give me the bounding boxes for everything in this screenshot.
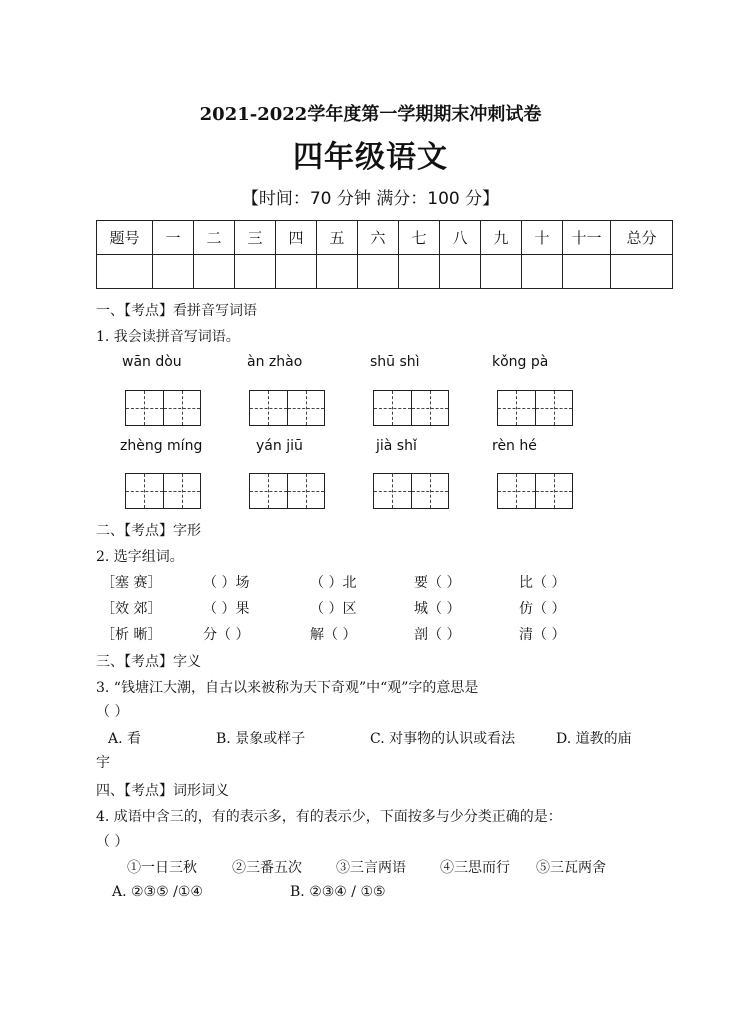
writing-grid[interactable] (497, 390, 573, 426)
table-header-cell: 五 (317, 221, 358, 255)
table-header-cell: 六 (358, 221, 399, 255)
writing-grid[interactable] (249, 473, 325, 509)
pinyin-label: yán jiū (256, 438, 303, 454)
word-blank[interactable]: 要（ ） (414, 575, 461, 591)
question-1: 1. 我会读拼音写词语。 (96, 329, 240, 345)
table-header-cell: 题号 (97, 221, 153, 255)
pinyin-label: shū shì (370, 354, 420, 370)
option-a[interactable]: A. 看 (108, 731, 142, 747)
idiom-item: ②三番五次 (232, 860, 302, 876)
section-1-heading: 一、【考点】看拼音写词语 (96, 303, 257, 319)
table-header-cell: 十一 (563, 221, 611, 255)
score-cell[interactable] (481, 255, 522, 289)
score-table-blank-row (97, 255, 673, 289)
score-cell[interactable] (440, 255, 481, 289)
score-cell[interactable] (399, 255, 440, 289)
idiom-item: ⑤三瓦两舍 (536, 860, 606, 876)
exam-info: 【时间：70 分钟 满分：100 分】 (241, 189, 500, 209)
table-header-cell: 十 (522, 221, 563, 255)
option-b[interactable]: B. ②③④ / ①⑤ (290, 884, 386, 900)
score-cell[interactable] (97, 255, 153, 289)
question-2: 2. 选字组词。 (96, 549, 184, 565)
score-table-header-row (97, 221, 673, 255)
pinyin-label: zhèng míng (120, 438, 203, 454)
option-d[interactable]: D. 道教的庙 (556, 731, 632, 747)
writing-grid[interactable] (373, 390, 449, 426)
word-blank[interactable]: （ ）果 (203, 601, 250, 617)
writing-grid[interactable] (125, 473, 201, 509)
writing-grid[interactable] (249, 390, 325, 426)
word-blank[interactable]: （ ）北 (310, 575, 357, 591)
section-4-heading: 四、【考点】词形词义 (96, 783, 229, 799)
table-header-cell: 一 (153, 221, 194, 255)
section-3-heading: 三、【考点】字义 (96, 654, 201, 670)
word-blank[interactable]: 城（ ） (414, 601, 461, 617)
table-header-cell: 三 (235, 221, 276, 255)
pinyin-label: kǒng pà (492, 354, 549, 370)
word-blank[interactable]: 剖（ ） (414, 627, 461, 643)
word-blank[interactable]: 分（ ） (203, 627, 250, 643)
table-header-cell: 总分 (611, 221, 673, 255)
score-cell[interactable] (153, 255, 194, 289)
score-cell[interactable] (611, 255, 673, 289)
answer-blank[interactable]: （ ） (96, 834, 129, 850)
idiom-item: ③三言两语 (336, 860, 406, 876)
writing-grid[interactable] (125, 390, 201, 426)
word-blank[interactable]: 清（ ） (519, 627, 566, 643)
word-blank[interactable]: 仿（ ） (519, 601, 566, 617)
idiom-item: ④三思而行 (440, 860, 510, 876)
score-cell[interactable] (317, 255, 358, 289)
writing-grid[interactable] (373, 473, 449, 509)
writing-grid[interactable] (497, 473, 573, 509)
option-b[interactable]: B. 景象或样子 (216, 731, 306, 747)
pinyin-label: àn zhào (247, 354, 303, 370)
score-cell[interactable] (563, 255, 611, 289)
pinyin-label: wān dòu (122, 354, 182, 370)
table-header-cell: 四 (276, 221, 317, 255)
score-cell[interactable] (358, 255, 399, 289)
table-header-cell: 八 (440, 221, 481, 255)
word-blank[interactable]: （ ）场 (203, 575, 250, 591)
score-cell[interactable] (194, 255, 235, 289)
table-header-cell: 二 (194, 221, 235, 255)
table-header-cell: 九 (481, 221, 522, 255)
score-table (96, 220, 673, 289)
score-cell[interactable] (235, 255, 276, 289)
answer-blank[interactable]: （ ） (96, 704, 129, 720)
table-header-cell: 七 (399, 221, 440, 255)
char-pair: ［效 郊］ (101, 601, 162, 617)
option-a[interactable]: A. ②③⑤ /①④ (112, 884, 203, 900)
char-pair: ［析 晰］ (101, 627, 162, 643)
exam-title: 2021-2022学年度第一学期期末冲刺试卷 (199, 104, 542, 125)
word-blank[interactable]: 解（ ） (310, 627, 357, 643)
question-4: 4. 成语中含三的，有的表示多，有的表示少，下面按多与少分类正确的是： (96, 809, 562, 825)
pinyin-label: jià shǐ (376, 438, 417, 454)
idiom-item: ①一日三秋 (127, 860, 197, 876)
word-blank[interactable]: （ ）区 (310, 601, 357, 617)
score-cell[interactable] (522, 255, 563, 289)
char-pair: ［塞 赛］ (101, 575, 162, 591)
score-cell[interactable] (276, 255, 317, 289)
option-d-wrap: 宇 (96, 755, 110, 771)
subject-title: 四年级语文 (293, 140, 448, 175)
option-c[interactable]: C. 对事物的认识或看法 (370, 731, 516, 747)
pinyin-label: rèn hé (492, 438, 537, 454)
word-blank[interactable]: 比（ ） (519, 575, 566, 591)
section-2-heading: 二、【考点】字形 (96, 523, 201, 539)
question-3: 3. “钱塘江大潮，自古以来被称为天下奇观”中“观”字的意思是 (96, 680, 479, 696)
